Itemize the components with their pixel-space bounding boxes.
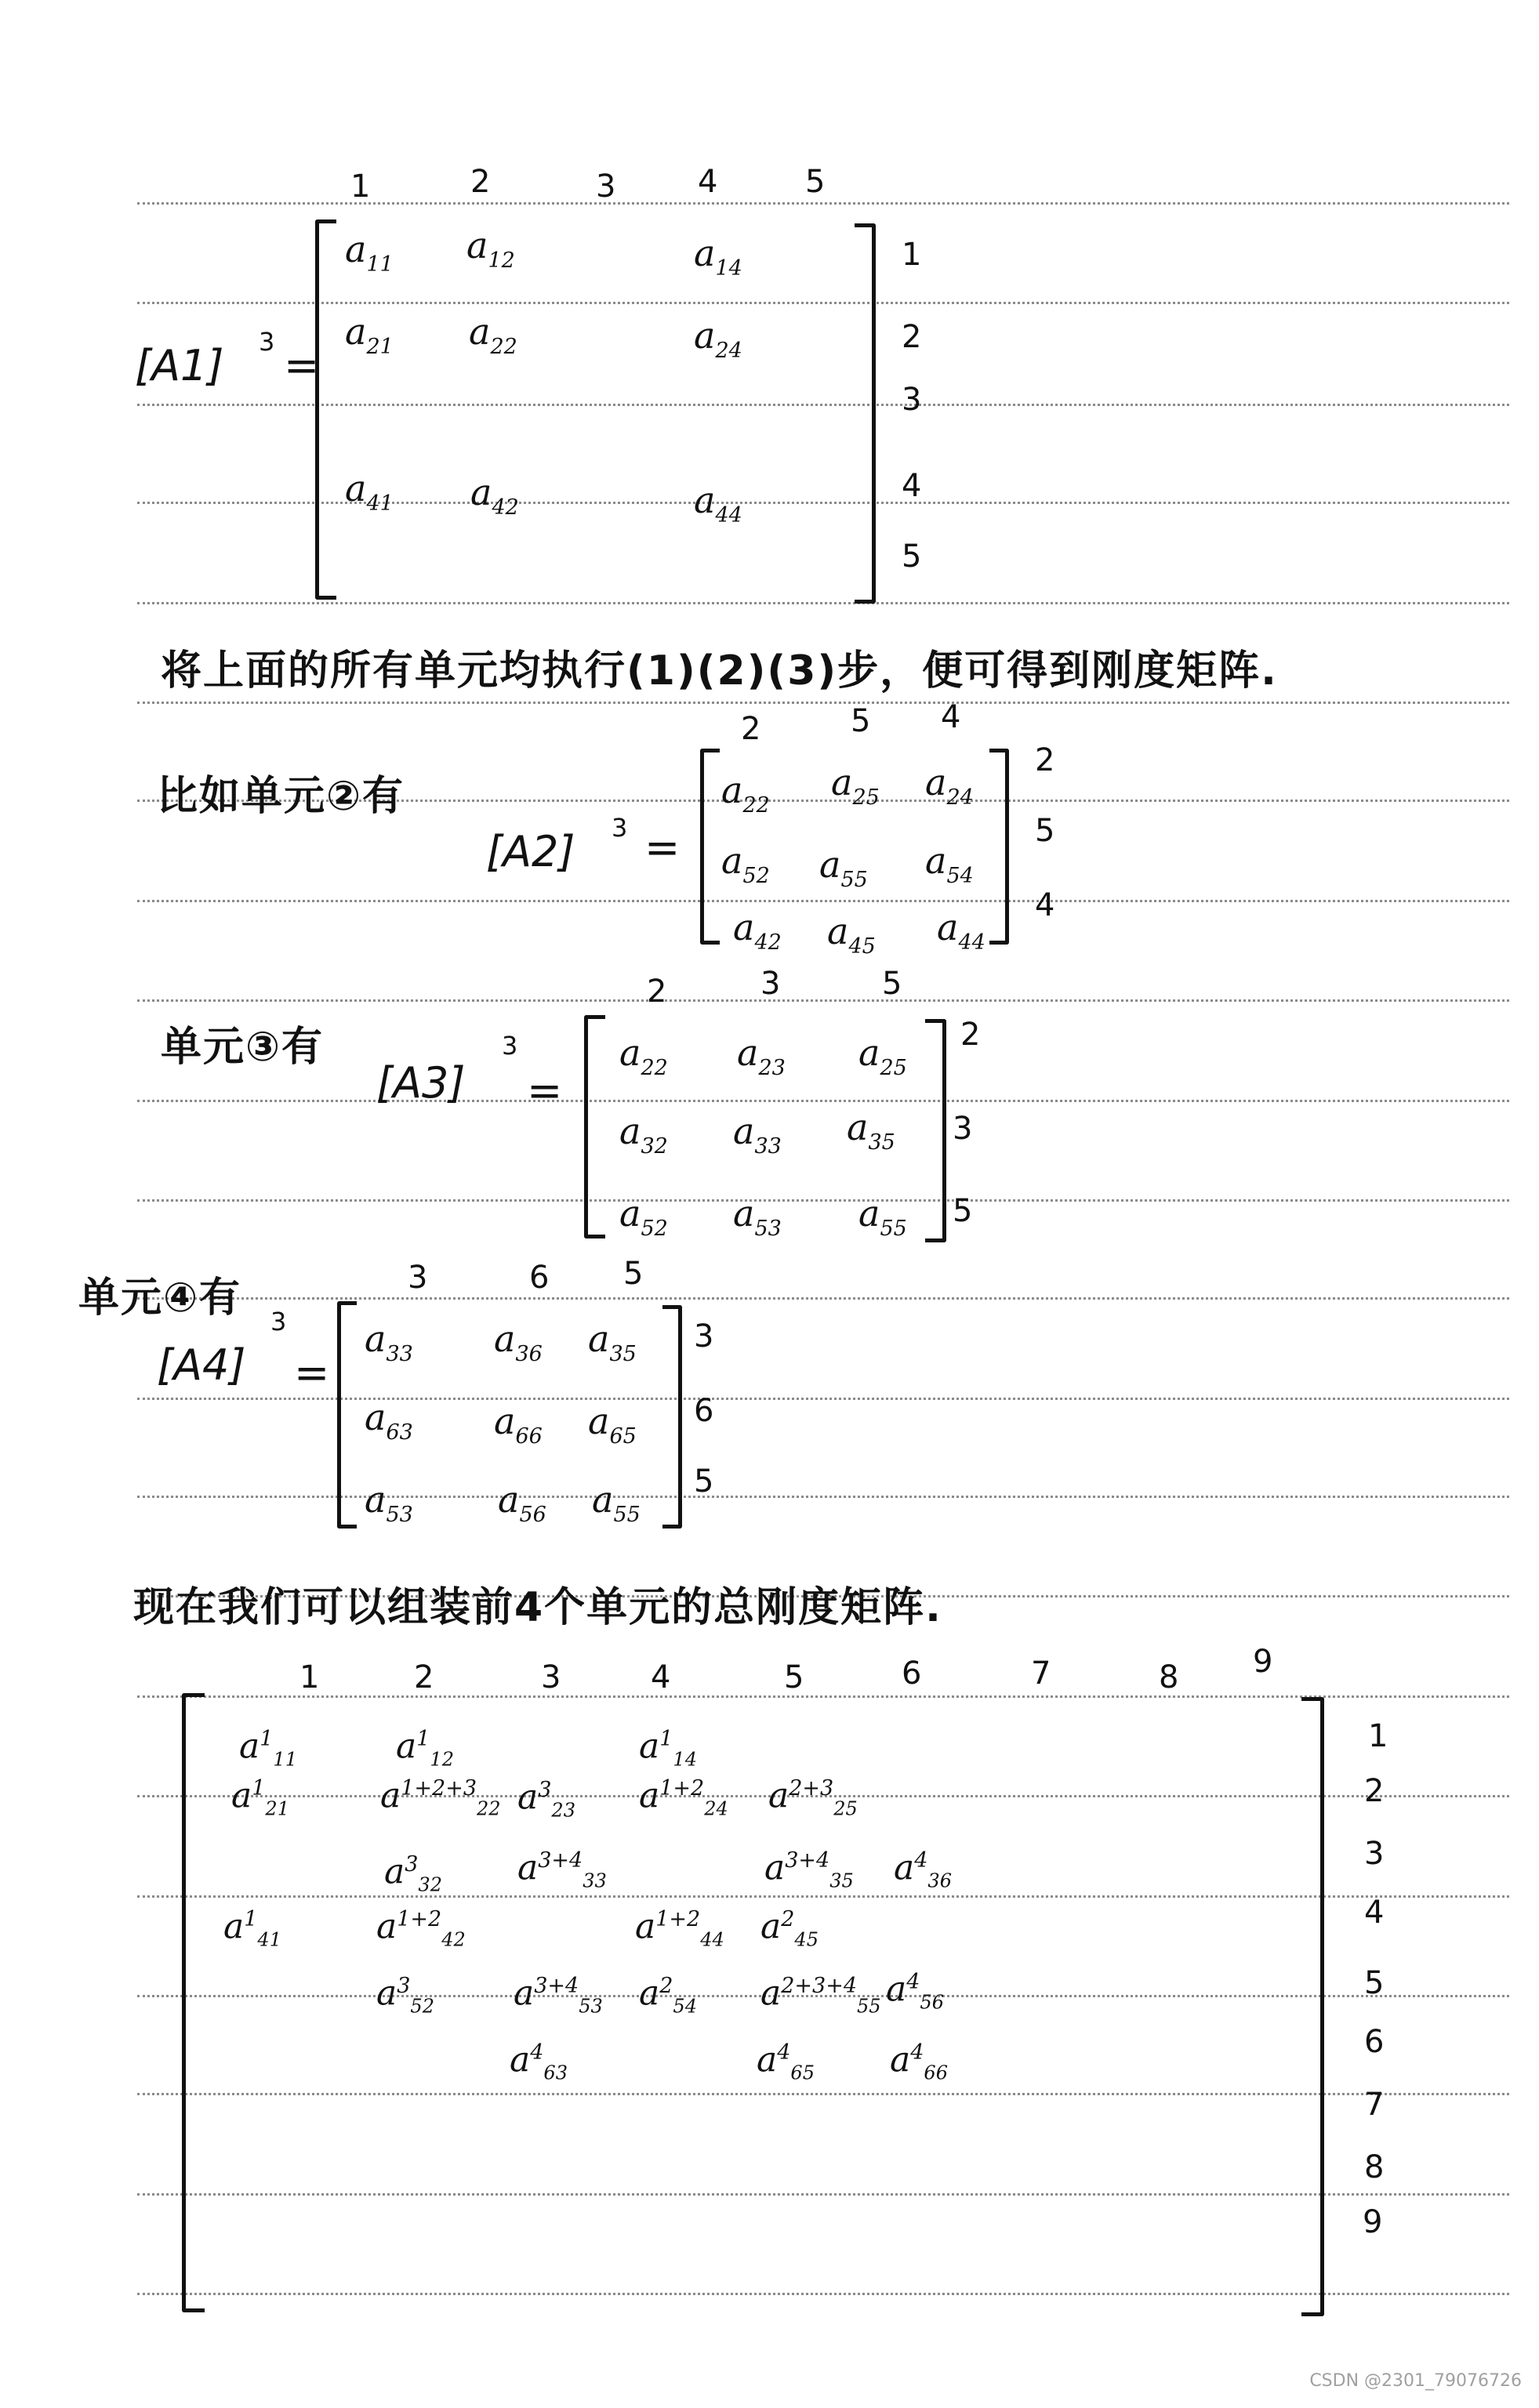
- entry-sub: 42: [441, 1928, 466, 1951]
- col-label: 8: [1159, 1659, 1179, 1695]
- matrix-a2-eq: =: [644, 823, 681, 872]
- matrix-entry: $a_{33}$: [365, 1318, 413, 1366]
- matrix-a1-sup: 3: [259, 327, 275, 357]
- row-label: 4: [902, 468, 922, 504]
- ruled-line: [137, 602, 1509, 604]
- row-label: 3: [953, 1111, 973, 1147]
- entry-sup: 3+4: [534, 1974, 579, 1998]
- entry-sup: 2+3+4: [781, 1974, 858, 1998]
- col-label: 2: [741, 711, 761, 747]
- matrix-entry: $a_{24}$: [925, 761, 974, 810]
- entry-text: 24: [715, 339, 742, 363]
- ruled-line: [137, 502, 1509, 504]
- matrix-entry: $a^2_{45}$: [760, 1906, 819, 1951]
- matrix-a2-sup: 3: [612, 813, 628, 843]
- entry-sub: 21: [265, 1797, 289, 1820]
- entry-sub: 56: [920, 1991, 944, 2014]
- entry-text: 55: [840, 868, 868, 892]
- matrix-entry: $a_{32}$: [619, 1110, 668, 1159]
- row-label: 2: [960, 1017, 981, 1053]
- note-element-2: 比如单元②有: [157, 773, 405, 820]
- entry-text: 22: [490, 335, 517, 359]
- entry-sup: 1+2: [659, 1776, 705, 1801]
- entry-sub: 33: [583, 1869, 607, 1892]
- matrix-entry: $a_{12}$: [466, 224, 515, 273]
- matrix-entry: $a_{11}$: [345, 228, 394, 277]
- row-label: 2: [902, 319, 922, 355]
- matrix-a4-lhs: [A4]: [157, 1340, 246, 1390]
- matrix-a3-lhs: [A3]: [376, 1058, 466, 1108]
- row-label: 7: [1364, 2087, 1385, 2123]
- entry-text: 54: [946, 864, 974, 888]
- ruled-line: [137, 1100, 1509, 1102]
- entry-sup: 4: [530, 2040, 544, 2065]
- matrix-entry: $a^4_{63}$: [510, 2040, 568, 2084]
- entry-text: 55: [880, 1217, 907, 1241]
- entry-text: 42: [754, 930, 782, 955]
- entry-text: 53: [754, 1217, 782, 1241]
- matrix-entry: $a^{2+3}_{25}$: [768, 1775, 858, 1820]
- right-bracket: [1301, 1697, 1324, 2316]
- right-bracket: [989, 749, 1009, 945]
- matrix-a3-eq: =: [527, 1066, 563, 1115]
- right-bracket: [925, 1019, 946, 1242]
- matrix-entry: $a^3_{23}$: [517, 1777, 575, 1822]
- entry-text: 35: [609, 1342, 637, 1366]
- entry-sup: 2: [659, 1974, 673, 1998]
- entry-sub: 65: [790, 2062, 815, 2084]
- matrix-entry: $a_{53}$: [733, 1192, 782, 1241]
- matrix-entry: $a_{36}$: [494, 1318, 543, 1366]
- matrix-entry: $a^{2+3+4}_{55}$: [760, 1973, 881, 2018]
- note-element-4: 单元④有: [78, 1275, 242, 1322]
- col-label: 6: [902, 1656, 922, 1692]
- matrix-a3-sup: 3: [502, 1031, 518, 1061]
- matrix-entry: $a^4_{66}$: [890, 2040, 948, 2084]
- entry-sup: 4: [777, 2040, 791, 2065]
- col-label: 5: [784, 1659, 804, 1695]
- col-label: 5: [851, 703, 871, 739]
- entry-sup: 4: [914, 1848, 928, 1873]
- matrix-entry: $a_{25}$: [831, 761, 880, 810]
- entry-text: 33: [754, 1134, 782, 1159]
- col-label: 2: [470, 164, 491, 200]
- entry-sup: 1+2: [655, 1907, 701, 1931]
- entry-text: 41: [366, 491, 394, 516]
- entry-sub: 66: [924, 2062, 948, 2084]
- entry-text: 14: [715, 256, 742, 281]
- ruled-line: [137, 202, 1509, 205]
- entry-text: 55: [613, 1503, 641, 1527]
- row-label: 1: [902, 237, 922, 273]
- entry-sup: 1+2: [397, 1907, 442, 1931]
- entry-sup: 1: [244, 1907, 258, 1931]
- note-global-assembly: 现在我们可以组装前4个单元的总刚度矩阵.: [133, 1584, 942, 1631]
- entry-text: 52: [742, 864, 770, 888]
- entry-sub: 14: [673, 1748, 697, 1771]
- matrix-a2-lhs: [A2]: [486, 827, 575, 876]
- entry-sub: 32: [418, 1873, 442, 1896]
- col-label: 3: [596, 169, 616, 205]
- left-bracket: [337, 1301, 357, 1529]
- entry-sup: 3: [538, 1778, 552, 1802]
- entry-text: 32: [641, 1134, 668, 1159]
- matrix-entry: $a_{23}$: [737, 1032, 786, 1080]
- matrix-entry: $a_{21}$: [345, 310, 394, 359]
- row-label: 3: [694, 1318, 714, 1354]
- matrix-entry: $a_{14}$: [694, 232, 742, 281]
- matrix-entry: $a_{66}$: [494, 1400, 543, 1449]
- entry-sub: 36: [927, 1869, 952, 1892]
- entry-sup: 3: [405, 1852, 419, 1877]
- row-label: 2: [1364, 1773, 1385, 1809]
- entry-sub: 55: [857, 1995, 881, 2018]
- matrix-entry: $a_{52}$: [721, 840, 770, 888]
- matrix-entry: $a^1_{12}$: [396, 1726, 454, 1771]
- matrix-entry: $a_{33}$: [733, 1110, 782, 1159]
- row-label: 4: [1035, 887, 1055, 923]
- ruled-line: [137, 302, 1509, 304]
- row-label: 2: [1035, 742, 1055, 778]
- entry-text: 42: [492, 495, 519, 520]
- right-bracket: [662, 1305, 682, 1529]
- entry-sup: 3+4: [785, 1848, 830, 1873]
- matrix-entry: $a_{55}$: [592, 1478, 641, 1527]
- matrix-entry: $a^2_{54}$: [639, 1973, 697, 2018]
- entry-sup: 1: [260, 1727, 274, 1751]
- entry-sub: 25: [833, 1797, 858, 1820]
- entry-text: 12: [488, 248, 515, 273]
- matrix-entry: $a^{3+4}_{35}$: [764, 1848, 854, 1892]
- entry-text: 22: [742, 793, 770, 818]
- entry-sup: 4: [906, 1970, 920, 1994]
- ruled-line: [137, 1199, 1509, 1202]
- left-bracket: [182, 1693, 205, 2312]
- col-label: 1: [299, 1659, 320, 1695]
- matrix-entry: $a_{35}$: [847, 1106, 895, 1155]
- entry-text: 24: [946, 785, 974, 810]
- matrix-entry: $a^1_{41}$: [223, 1906, 281, 1951]
- entry-sub: 63: [543, 2062, 568, 2084]
- entry-sup: 3: [397, 1974, 411, 1998]
- col-label: 5: [882, 966, 902, 1002]
- entry-text: 65: [609, 1424, 637, 1449]
- col-label: 1: [350, 169, 371, 205]
- matrix-entry: $a_{35}$: [588, 1318, 637, 1366]
- col-label: 2: [647, 974, 667, 1010]
- entry-text: 53: [386, 1503, 413, 1527]
- entry-sup: 4: [910, 2040, 924, 2065]
- col-label: 2: [414, 1659, 434, 1695]
- matrix-entry: $a_{52}$: [619, 1192, 668, 1241]
- matrix-entry: $a_{44}$: [937, 906, 985, 955]
- col-label: 5: [805, 164, 826, 200]
- entry-sub: 22: [477, 1797, 501, 1820]
- entry-text: 36: [515, 1342, 543, 1366]
- matrix-entry: $a^1_{11}$: [239, 1726, 297, 1771]
- entry-text: 44: [715, 503, 742, 528]
- col-label: 4: [941, 699, 961, 735]
- matrix-entry: $a^3_{32}$: [384, 1851, 442, 1896]
- row-label: 5: [953, 1193, 973, 1229]
- matrix-entry: $a_{54}$: [925, 840, 974, 888]
- matrix-entry: $a_{65}$: [588, 1400, 637, 1449]
- entry-sub: 45: [794, 1928, 819, 1951]
- entry-sup: 2+3: [789, 1776, 834, 1801]
- ruled-line: [137, 404, 1509, 406]
- entry-sup: 1: [659, 1727, 673, 1751]
- entry-text: 56: [519, 1503, 546, 1527]
- entry-text: 63: [386, 1420, 413, 1445]
- row-label: 8: [1364, 2149, 1385, 2185]
- col-label: 3: [541, 1659, 561, 1695]
- entry-sub: 23: [551, 1799, 575, 1822]
- row-label: 5: [1364, 1965, 1385, 2001]
- matrix-a4-sup: 3: [270, 1307, 287, 1336]
- matrix-entry: $a_{42}$: [470, 471, 519, 520]
- entry-sup: 3+4: [538, 1848, 583, 1873]
- row-label: 4: [1364, 1895, 1385, 1931]
- entry-sub: 35: [829, 1869, 854, 1892]
- matrix-entry: $a_{41}$: [345, 467, 394, 516]
- watermark: CSDN @2301_79076726: [1309, 2371, 1522, 2391]
- matrix-entry: $a_{22}$: [619, 1032, 668, 1080]
- row-label: 6: [694, 1393, 714, 1429]
- entry-text: 25: [880, 1056, 907, 1080]
- entry-text: 11: [366, 252, 394, 277]
- matrix-entry: $a_{22}$: [469, 310, 517, 359]
- entry-text: 33: [386, 1342, 413, 1366]
- col-label: 4: [651, 1659, 671, 1695]
- ruled-line: [137, 999, 1509, 1002]
- entry-sub: 53: [579, 1995, 603, 2018]
- left-bracket: [700, 749, 720, 945]
- ruled-line: [137, 1297, 1509, 1300]
- row-label: 5: [1035, 813, 1055, 849]
- entry-text: 22: [641, 1056, 668, 1080]
- entry-sub: 12: [430, 1748, 454, 1771]
- col-label: 4: [698, 164, 718, 200]
- col-label: 3: [760, 966, 781, 1002]
- entry-sup: 1+2+3: [401, 1776, 477, 1801]
- matrix-entry: $a_{55}$: [819, 843, 868, 892]
- matrix-entry: $a_{45}$: [827, 910, 876, 959]
- row-label: 1: [1368, 1718, 1388, 1754]
- matrix-entry: $a^{1+2}_{24}$: [639, 1775, 728, 1820]
- matrix-entry: $a_{25}$: [858, 1032, 907, 1080]
- entry-text: 45: [848, 934, 876, 959]
- left-bracket: [584, 1015, 605, 1238]
- entry-sup: 2: [781, 1907, 795, 1931]
- matrix-entry: $a^3_{52}$: [376, 1973, 434, 2018]
- matrix-entry: $a^{3+4}_{33}$: [517, 1848, 607, 1892]
- entry-text: 23: [758, 1056, 786, 1080]
- entry-text: 35: [868, 1130, 895, 1155]
- matrix-entry: $a_{44}$: [694, 479, 742, 528]
- matrix-entry: $a_{56}$: [498, 1478, 546, 1527]
- right-bracket: [855, 223, 876, 604]
- matrix-entry: $a_{55}$: [858, 1192, 907, 1241]
- matrix-entry: $a^{1+2}_{42}$: [376, 1906, 466, 1951]
- matrix-entry: $a^1_{14}$: [639, 1726, 697, 1771]
- ruled-line: [137, 702, 1509, 704]
- note-element-3: 单元③有: [161, 1024, 325, 1071]
- col-label: 9: [1253, 1644, 1273, 1680]
- matrix-entry: $a^{3+4}_{53}$: [514, 1973, 603, 2018]
- col-label: 6: [529, 1260, 550, 1296]
- entry-sup: 1: [252, 1776, 266, 1801]
- entry-sub: 44: [700, 1928, 724, 1951]
- entry-text: 44: [958, 930, 985, 955]
- matrix-entry: $a^4_{65}$: [757, 2040, 815, 2084]
- matrix-entry: $a_{63}$: [365, 1396, 413, 1445]
- entry-text: 52: [641, 1217, 668, 1241]
- matrix-entry: $a_{24}$: [694, 314, 742, 363]
- row-label: 6: [1364, 2024, 1385, 2060]
- matrix-entry: $a^1_{21}$: [231, 1775, 289, 1820]
- matrix-a1-lhs: [A1]: [135, 341, 224, 390]
- ruled-line: [137, 900, 1509, 902]
- entry-sub: 52: [410, 1995, 434, 2018]
- matrix-entry: $a_{22}$: [721, 769, 770, 818]
- matrix-entry: $a^4_{56}$: [886, 1969, 944, 2014]
- left-bracket: [315, 219, 336, 600]
- entry-sub: 24: [704, 1797, 728, 1820]
- matrix-a1-eq: =: [284, 341, 320, 390]
- matrix-entry: $a_{42}$: [733, 906, 782, 955]
- row-label: 3: [1364, 1836, 1385, 1872]
- note-assemble-all-elements: 将上面的所有单元均执行(1)(2)(3)步，便可得到刚度矩阵.: [161, 647, 1278, 694]
- entry-text: 21: [366, 335, 394, 359]
- matrix-a4-eq: =: [294, 1348, 330, 1398]
- entry-text: 25: [852, 785, 880, 810]
- matrix-entry: $a^4_{36}$: [894, 1848, 952, 1892]
- row-label: 5: [902, 539, 922, 575]
- entry-sup: 1: [416, 1727, 430, 1751]
- row-label: 3: [902, 382, 922, 418]
- matrix-entry: $a_{53}$: [365, 1478, 413, 1527]
- entry-sub: 41: [257, 1928, 281, 1951]
- col-label: 7: [1031, 1656, 1051, 1692]
- matrix-entry: $a^{1+2}_{44}$: [635, 1906, 724, 1951]
- entry-sub: 11: [273, 1748, 297, 1771]
- row-label: 5: [694, 1463, 714, 1500]
- row-label: 9: [1363, 2204, 1383, 2240]
- matrix-entry: $a^{1+2+3}_{22}$: [380, 1775, 501, 1820]
- entry-sub: 54: [673, 1995, 697, 2018]
- col-label: 3: [408, 1260, 428, 1296]
- col-label: 5: [623, 1256, 644, 1292]
- entry-text: 66: [515, 1424, 543, 1449]
